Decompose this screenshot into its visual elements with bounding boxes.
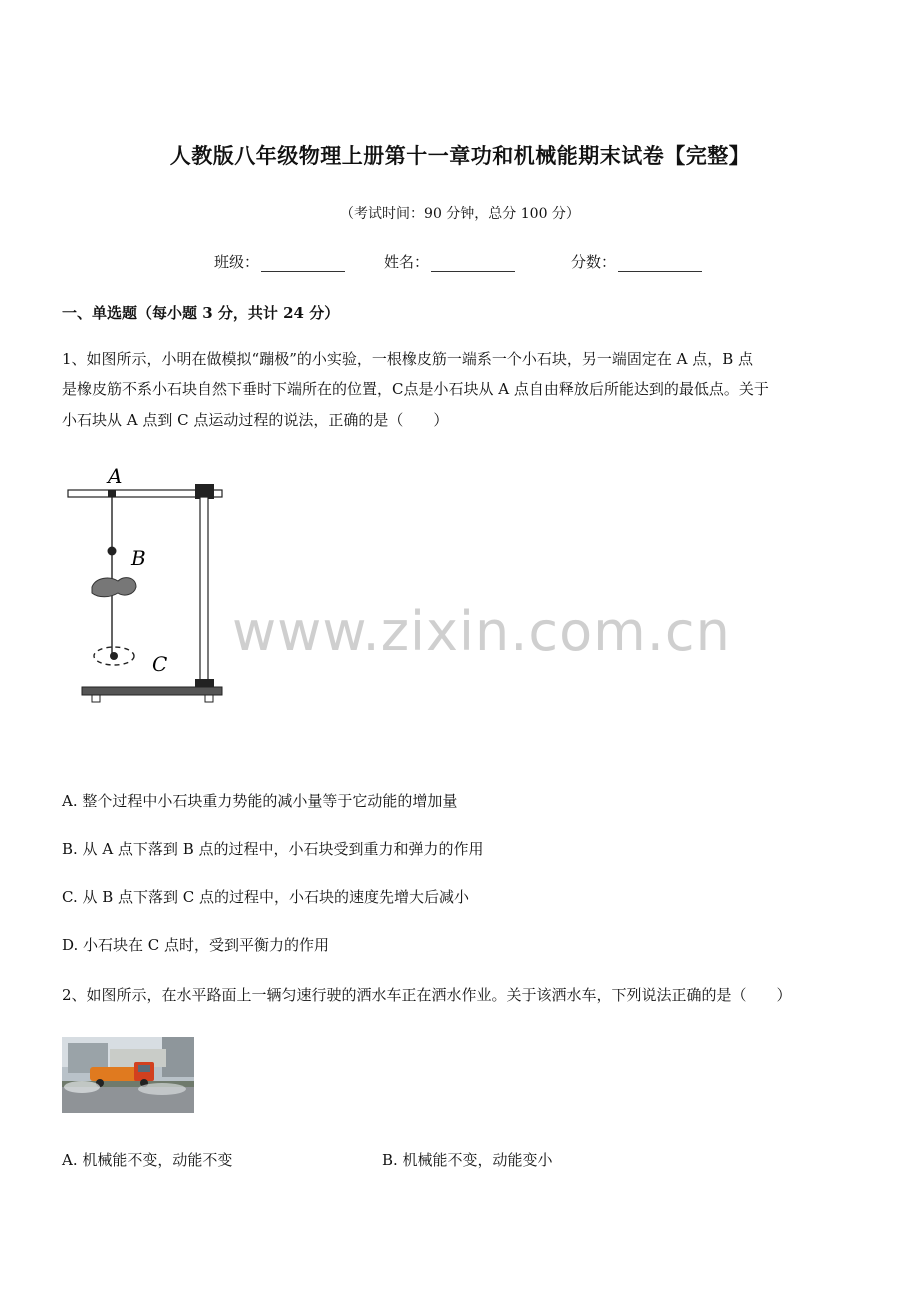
label-b: B xyxy=(131,546,146,570)
q1-option-a[interactable]: A. 整个过程中小石块重力势能的减小量等于它动能的增加量 xyxy=(62,792,458,810)
question-2-text: 2、如图所示，在水平路面上一辆匀速行驶的洒水车正在洒水作业。关于该洒水车，下列说法正确的是（ ） xyxy=(62,986,792,1004)
point-c-marker xyxy=(110,652,118,660)
sprinkler-truck-image xyxy=(62,1037,194,1113)
exam-info: （考试时间：90 分钟，总分 100 分） xyxy=(340,206,580,222)
score-field[interactable] xyxy=(571,251,702,272)
name-blank[interactable] xyxy=(431,257,515,272)
section-heading: 一、单选题（每小题 3 分，共计 24 分） xyxy=(62,304,340,322)
page-title: 人教版八年级物理上册第十一章功和机械能期末试卷【完整】 xyxy=(169,143,751,168)
class-label: 班级： xyxy=(214,253,260,271)
question-1-line-2: 是橡皮筋不系小石块自然下垂时下端所在的位置，C点是小石块从 A 点自由释放后所能达到的最低点。关于 xyxy=(62,380,769,398)
name-label: 姓名： xyxy=(384,253,430,271)
stone xyxy=(92,578,136,597)
class-blank[interactable] xyxy=(261,257,345,272)
sprinkler-truck-photo xyxy=(62,1037,194,1113)
q2-option-a[interactable]: A. 机械能不变，动能不变 xyxy=(62,1151,233,1169)
question-1-line-3: 小石块从 A 点到 C 点运动过程的说法，正确的是（ ） xyxy=(62,411,449,429)
q2-option-b[interactable]: B. 机械能不变，动能变小 xyxy=(382,1151,553,1169)
name-field[interactable] xyxy=(384,251,515,272)
label-c: C xyxy=(152,652,168,676)
point-a-marker xyxy=(108,490,116,497)
vertical-pole xyxy=(200,497,208,687)
bungee-experiment-figure xyxy=(62,455,232,710)
base-foot-right xyxy=(205,695,213,702)
base-foot-left xyxy=(92,695,100,702)
q1-option-b[interactable]: B. 从 A 点下落到 B 点的过程中，小石块受到重力和弹力的作用 xyxy=(62,840,484,858)
base-plate xyxy=(82,687,222,695)
q1-option-c[interactable]: C. 从 B 点下落到 C 点的过程中，小石块的速度先增大后减小 xyxy=(62,888,470,906)
watermark-text: www.zixin.com.cn xyxy=(232,600,731,663)
label-a: A xyxy=(108,464,123,488)
score-label: 分数： xyxy=(571,253,617,271)
class-field[interactable] xyxy=(214,251,345,272)
q1-option-d[interactable]: D. 小石块在 C 点时，受到平衡力的作用 xyxy=(62,936,330,954)
point-b-marker xyxy=(108,547,117,556)
question-1-line-1: 1、如图所示，小明在做模拟“蹦极”的小实验，一根橡皮筋一端系一个小石块，另一端固定在 A 点，B 点 xyxy=(62,350,754,368)
score-blank[interactable] xyxy=(618,257,702,272)
